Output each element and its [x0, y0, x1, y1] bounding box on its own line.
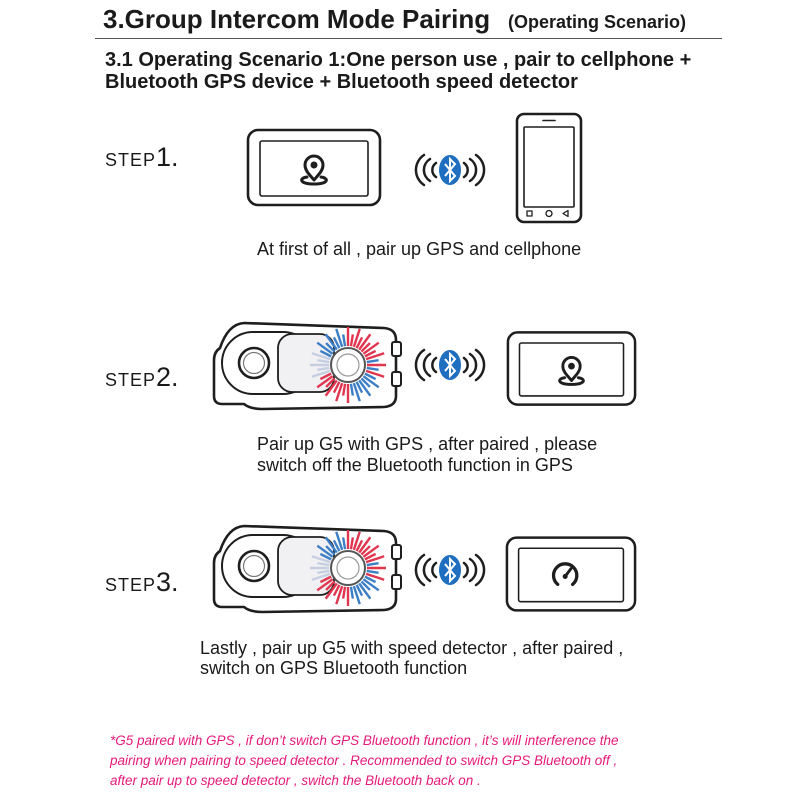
gps-device-icon [506, 330, 637, 407]
caption-line: switch off the Bluetooth function in GPS [257, 455, 573, 475]
step-3-caption [200, 638, 623, 678]
back-icon [563, 211, 568, 217]
speedometer-icon [554, 564, 577, 585]
step-1-caption [257, 239, 581, 260]
step-number: 3. [156, 567, 179, 597]
location-pin-icon [560, 357, 584, 384]
title-divider [95, 38, 722, 39]
step-3-label [105, 567, 179, 597]
step-2-label [105, 362, 179, 392]
footnote-line: after pair up to speed detector , switch the Bluetooth back on . [110, 773, 481, 788]
bluetooth-icon [410, 548, 490, 592]
page-subtitle: (Operating Scenario) [508, 12, 687, 32]
speed-detector-icon [505, 535, 637, 613]
location-pin-icon [302, 156, 327, 184]
footnote-line: *G5 paired with GPS , if don’t switch GPS Bluetooth function , it’s will interference the [110, 733, 619, 748]
gps-device-icon [246, 128, 382, 207]
section-heading-line: 3.1 Operating Scenario 1:One person use , pair to cellphone + [105, 49, 692, 71]
caption-line: Lastly , pair up G5 with speed detector , after paired , [200, 638, 624, 658]
step-word: STEP [105, 575, 157, 595]
step-1-label [105, 142, 179, 172]
section-heading [105, 49, 691, 93]
footnote [110, 731, 619, 791]
step-number: 1. [156, 142, 179, 172]
step-number: 2. [156, 362, 179, 392]
step-word: STEP [105, 370, 157, 390]
section-heading-line: Bluetooth GPS device + Bluetooth speed detector [105, 71, 578, 93]
step-2-caption [257, 434, 597, 476]
caption-line: Pair up G5 with GPS , after paired , please [257, 434, 598, 454]
home-button-icon [546, 211, 552, 217]
step-word: STEP [105, 150, 157, 170]
footnote-line: pairing when pairing to speed detector . Recommended to switch GPS Bluetooth off , [110, 753, 618, 768]
smartphone-icon [515, 112, 583, 224]
bluetooth-icon [410, 148, 490, 192]
bluetooth-icon [410, 343, 490, 387]
caption-line: At first of all , pair up GPS and cellphone [257, 239, 582, 259]
page-title: 3.Group Intercom Mode Pairing [103, 4, 491, 34]
caption-line: switch on GPS Bluetooth function [200, 658, 468, 678]
g5-intercom-icon [206, 521, 404, 617]
recent-apps-icon [527, 211, 532, 216]
g5-intercom-icon [206, 318, 404, 414]
